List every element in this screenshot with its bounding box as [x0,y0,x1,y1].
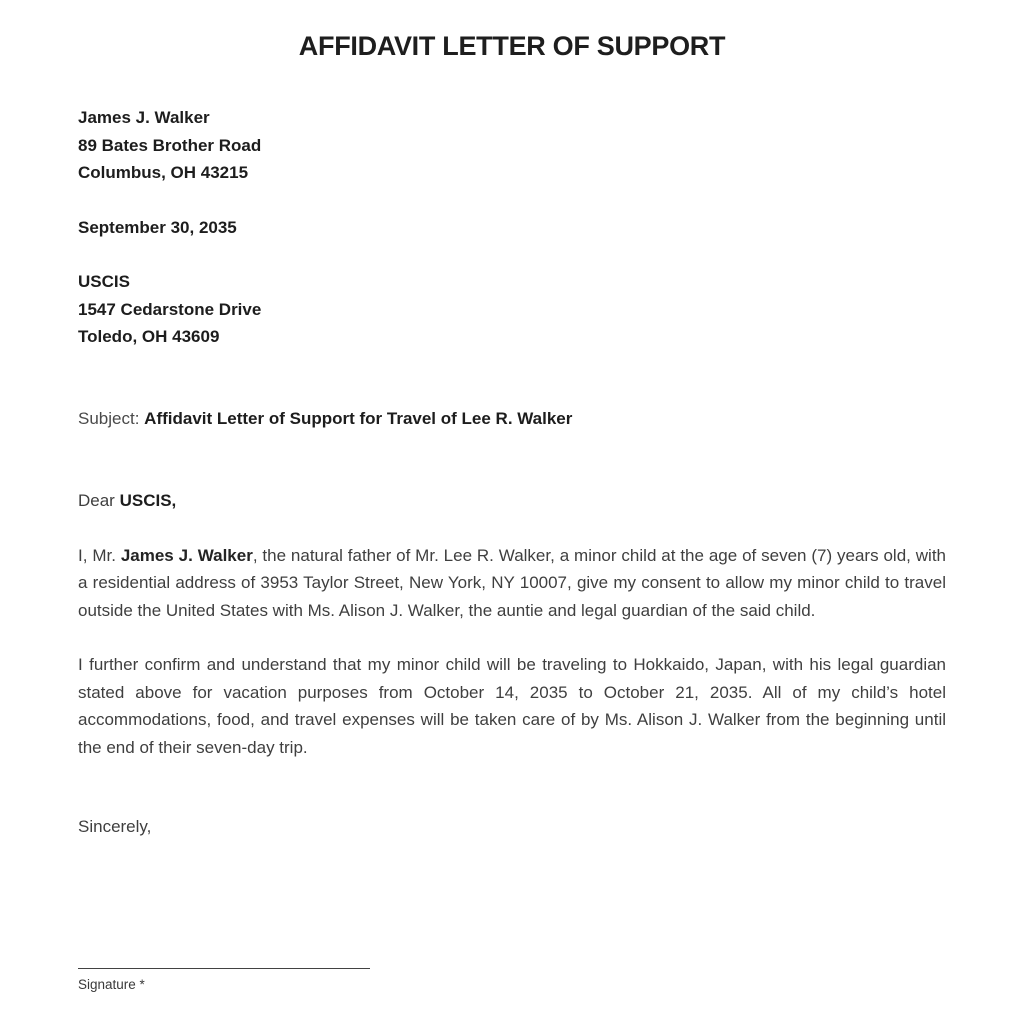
body-paragraph-1 [78,542,946,625]
signature-block [78,968,946,994]
salutation [78,487,946,515]
valediction: Sincerely, [78,817,152,836]
signature-field-label: Signature * [78,976,145,992]
recipient-address-block [78,268,946,351]
signature-field-line[interactable] [78,968,370,969]
paragraph1-bold-name: James J. Walker [120,545,253,565]
recipient-name: USCIS [78,272,130,291]
salutation-name: USCIS, [119,491,177,510]
subject-label: Subject: [78,408,140,428]
recipient-street: 1547 Cedarstone Drive [78,299,262,319]
sender-address-block [78,104,946,187]
recipient-city-state-zip: Toledo, OH 43609 [78,327,220,346]
sender-name: James J. Walker [78,108,210,127]
sender-city-state-zip: Columbus, OH 43215 [78,163,249,182]
paragraph1-prefix: I, Mr. [78,545,116,565]
subject-value: Affidavit Letter of Support for Travel of Lee R. Walker [144,408,573,428]
paragraph1-rest: , the natural father of Mr. Lee R. Walker, a minor child at the age of seven (7) years old, with a residential address of 3953 Taylor Street, New York, NY 10007, give my consent to allow my minor child to travel outside the United States with Ms. Alison J. Walker, the auntie and legal guardian of the said child. [78,545,946,620]
subject-line [78,405,946,433]
body-paragraph-2: I further confirm and understand that my minor child will be traveling to Hokkaido, Japan, with his legal guardian stated above for vacation purposes from October 14, 2035 to October 21, 2035. All of my child’s hotel accommodations, food, and travel expenses will be taken care of by Ms. Alison J. Walker from the beginning until the end of their seven-day trip. [78,655,946,757]
letter-date: September 30, 2035 [78,217,237,237]
sender-street: 89 Bates Brother Road [78,135,262,155]
page-title: AFFIDAVIT LETTER OF SUPPORT [298,31,726,61]
salutation-prefix: Dear [78,491,115,510]
